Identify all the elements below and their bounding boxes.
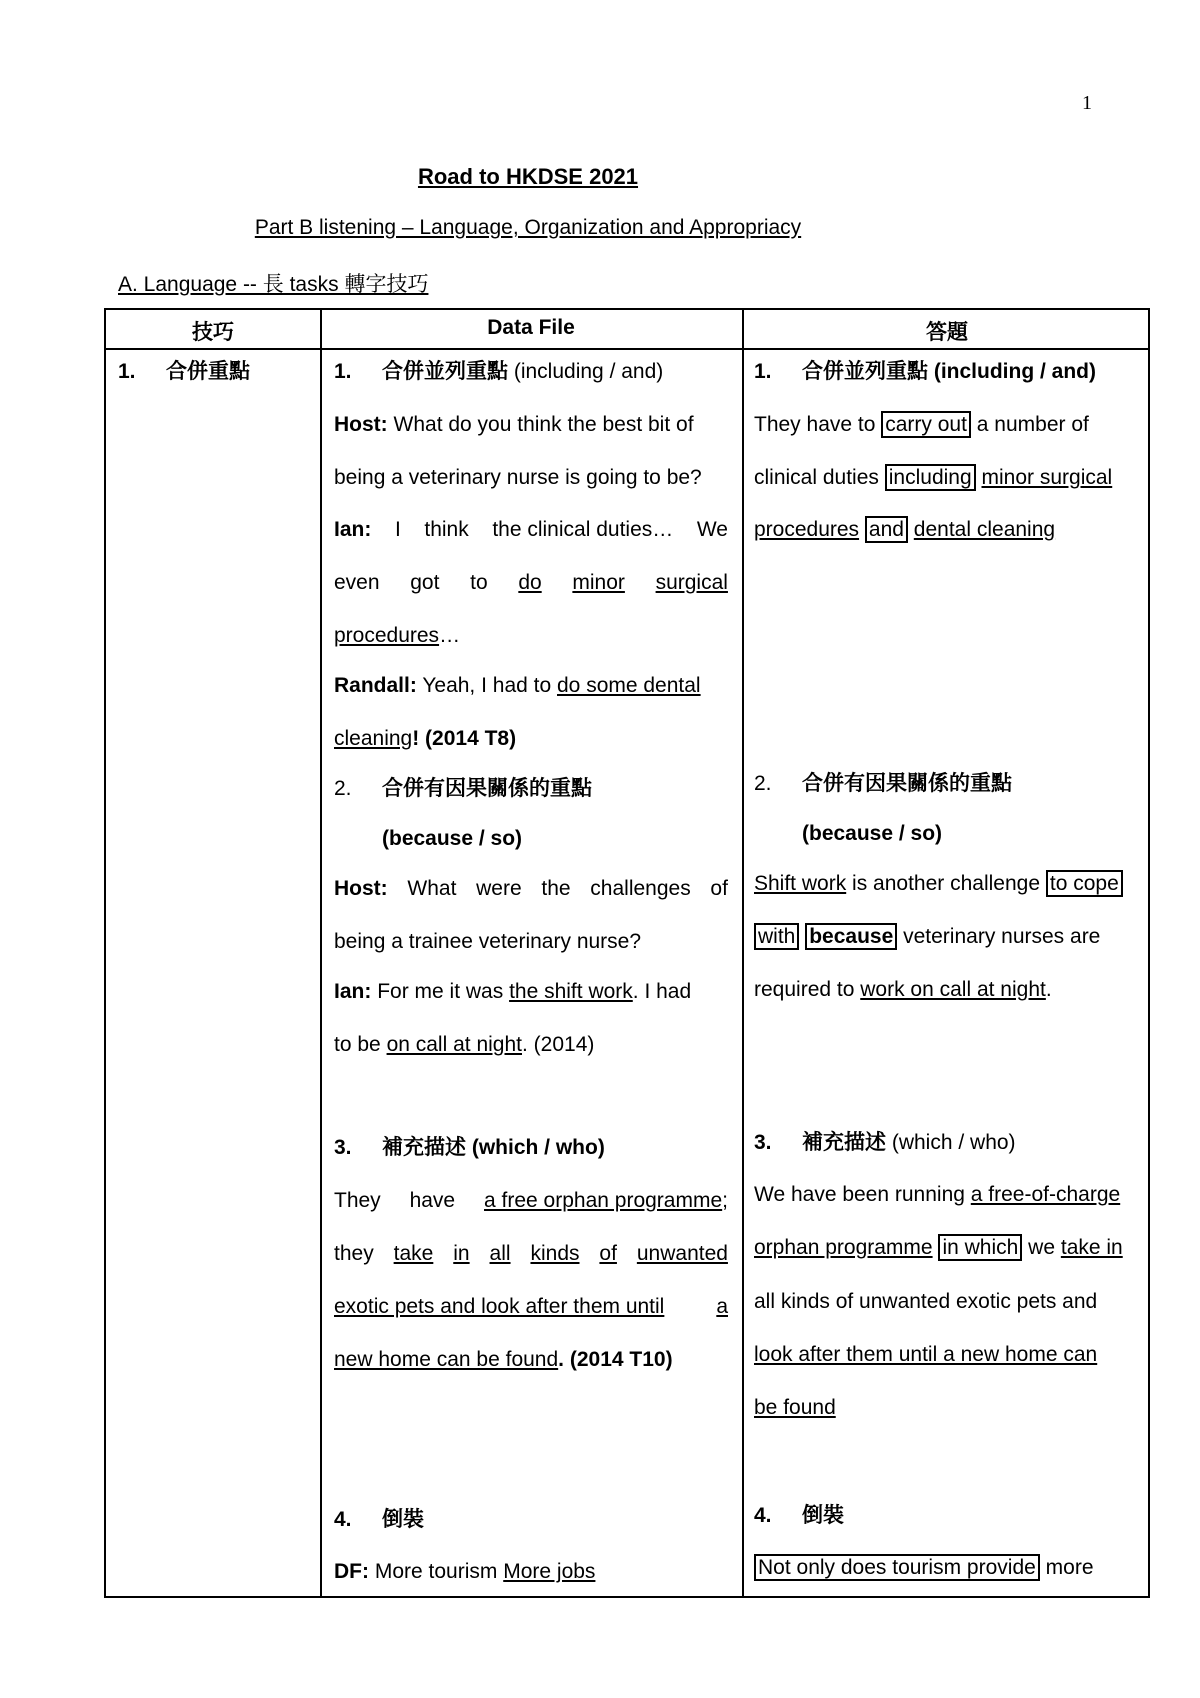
s1-title: 合併並列重點 xyxy=(382,360,508,383)
speaker-label: Ian: xyxy=(334,980,372,1003)
ans-s3-line2 xyxy=(754,1234,1123,1262)
underlined-phrase: exotic pets and look after them until xyxy=(334,1295,665,1318)
s3-tag: (which / who) xyxy=(891,1131,1016,1154)
header-answer: 答題 xyxy=(926,321,968,344)
s2-title: 合併有因果關係的重點 xyxy=(802,772,1012,795)
text: We have been running xyxy=(754,1183,965,1206)
s3-number: 3. xyxy=(334,1136,352,1159)
s1-tag: (including / and) xyxy=(513,360,664,383)
ans-s2-line3 xyxy=(754,976,1052,1004)
s2-tag: (because / so) xyxy=(802,822,943,845)
word: challenges xyxy=(590,877,691,900)
boxed-phrase: to cope xyxy=(1046,870,1123,897)
df-s1-even xyxy=(334,569,728,597)
s4-title: 倒裝 xyxy=(802,1504,844,1527)
boxed-phrase: because xyxy=(805,923,897,950)
dialogue-text: being a trainee veterinary nurse? xyxy=(334,930,642,953)
s4-number: 4. xyxy=(334,1508,352,1531)
underlined-word: kinds xyxy=(530,1242,580,1265)
underlined-phrase: take in xyxy=(1060,1236,1123,1259)
item-number: 1. xyxy=(118,360,136,383)
header-data-file: Data File xyxy=(487,316,575,339)
source-ref: ! (2014 T8) xyxy=(412,727,517,750)
dialogue-text: being a veterinary nurse is going to be? xyxy=(334,466,702,489)
s4-title: 倒裝 xyxy=(382,1508,424,1531)
df-s2-ian xyxy=(334,978,691,1006)
s4-number: 4. xyxy=(754,1504,772,1527)
df-s4-line xyxy=(334,1558,595,1586)
text: more xyxy=(1045,1556,1094,1579)
dialogue-text: For me it was xyxy=(377,980,504,1003)
column-divider xyxy=(742,310,744,1596)
underlined-phrase: cleaning xyxy=(334,727,413,750)
text: we xyxy=(1028,1236,1056,1259)
s2-title: 合併有因果關係的重點 xyxy=(382,777,592,800)
boxed-phrase: with xyxy=(754,923,799,950)
ans-s1-line1 xyxy=(754,411,1089,439)
word: of xyxy=(710,877,728,900)
df-s3-line1 xyxy=(334,1187,728,1215)
boxed-phrase: and xyxy=(865,516,908,543)
page-subtitle: Part B listening – Language, Organization and Appropriacy xyxy=(254,216,802,239)
underlined-phrase: on call at night xyxy=(386,1033,522,1056)
s1-tag: (including / and) xyxy=(933,360,1096,383)
word: I xyxy=(394,518,401,541)
word: We xyxy=(696,518,728,541)
speaker-label: Randall: xyxy=(334,674,417,697)
df-s2-oncall xyxy=(334,1031,594,1059)
text: a number of xyxy=(976,413,1089,436)
dialogue-text: What do you think the best bit of xyxy=(393,413,694,436)
underlined-phrase: dental cleaning xyxy=(913,518,1056,541)
underlined-word: unwanted xyxy=(636,1242,728,1265)
df-s1-heading xyxy=(334,358,663,386)
text: … xyxy=(439,624,461,647)
df-s1-procedures xyxy=(334,622,460,650)
ans-s1-heading xyxy=(754,358,1096,386)
underlined-phrase: procedures xyxy=(334,624,440,647)
underlined-phrase: do some dental xyxy=(557,674,701,697)
underlined-phrase: More jobs xyxy=(503,1560,596,1583)
header-technique: 技巧 xyxy=(192,321,234,344)
word: they xyxy=(334,1242,374,1265)
df-s2-host xyxy=(334,875,728,903)
speaker-label: Host: xyxy=(334,877,388,900)
page-title: Road to HKDSE 2021 xyxy=(417,164,639,189)
boxed-phrase: carry out xyxy=(881,411,971,438)
word: They xyxy=(334,1189,381,1212)
underlined-word: in xyxy=(453,1242,470,1265)
word: even xyxy=(334,571,380,594)
ans-s3-line1 xyxy=(754,1181,1120,1209)
text: They have to xyxy=(754,413,876,436)
word: the clinical duties… xyxy=(492,518,674,541)
s1-number: 1. xyxy=(334,360,352,383)
underlined-word: minor xyxy=(572,571,625,594)
word: to xyxy=(470,571,488,594)
dialogue-text: Yeah, I had to xyxy=(422,674,552,697)
ans-s2-heading xyxy=(754,770,1012,798)
ans-s2-line2 xyxy=(754,923,1100,951)
page-number: 1 xyxy=(1082,92,1092,114)
text: ; xyxy=(722,1189,728,1212)
boxed-phrase: in which xyxy=(938,1234,1022,1261)
s2-number: 2. xyxy=(754,772,772,795)
text: . xyxy=(1045,978,1052,1001)
df-label: DF: xyxy=(334,1560,369,1583)
section-heading: A. Language -- 長 tasks 轉字技巧 xyxy=(118,273,429,296)
underlined-word: a xyxy=(716,1295,728,1318)
underlined-phrase: minor surgical xyxy=(981,466,1113,489)
technique-item xyxy=(118,358,250,386)
underlined-word: surgical xyxy=(655,571,728,594)
word: What xyxy=(407,877,457,900)
speaker-label: Ian: xyxy=(334,518,372,541)
s1-title: 合併並列重點 xyxy=(802,360,928,383)
underlined-phrase: a free-of-charge xyxy=(970,1183,1121,1206)
boxed-phrase: Not only does tourism provide xyxy=(754,1554,1040,1581)
df-s4-heading xyxy=(334,1506,424,1534)
underlined-word: do xyxy=(518,571,542,594)
underlined-phrase: Shift work xyxy=(754,872,847,895)
df-s1-cleaning xyxy=(334,725,516,753)
text: More tourism xyxy=(374,1560,498,1583)
underlined-phrase: procedures xyxy=(754,518,860,541)
underlined-phrase: work on call at night xyxy=(860,978,1046,1001)
item-label: 合併重點 xyxy=(166,360,250,383)
text: veterinary nurses are xyxy=(903,925,1101,948)
underlined-word: of xyxy=(599,1242,617,1265)
df-s2-heading xyxy=(334,775,592,803)
underlined-phrase: all kinds of unwanted exotic pets and xyxy=(754,1290,1098,1313)
text: to be xyxy=(334,1033,381,1056)
underlined-word: take xyxy=(393,1242,434,1265)
word: got xyxy=(410,571,440,594)
df-s1-host xyxy=(334,411,694,439)
underlined-phrase: a free orphan programme xyxy=(484,1189,723,1212)
underlined-phrase: look after them until a new home can xyxy=(754,1343,1098,1366)
underlined-phrase: the shift work xyxy=(509,980,633,1003)
ans-s1-line3 xyxy=(754,516,1055,544)
text: clinical duties xyxy=(754,466,879,489)
df-s1-randall xyxy=(334,672,701,700)
underlined-phrase: new home can be found xyxy=(334,1348,559,1371)
underlined-phrase: orphan programme xyxy=(754,1236,933,1259)
word: the xyxy=(541,877,571,900)
underlined-phrase: be found xyxy=(754,1396,836,1419)
ans-s4-heading xyxy=(754,1502,844,1530)
ans-s2-line1 xyxy=(754,870,1123,898)
speaker-label: Host: xyxy=(334,413,388,436)
word: have xyxy=(409,1189,456,1212)
word: were xyxy=(476,877,522,900)
s3-title: 補充描述 xyxy=(382,1136,466,1159)
df-s3-line3 xyxy=(334,1293,728,1321)
df-s1-ian xyxy=(334,516,728,544)
ans-s1-line2 xyxy=(754,464,1112,492)
df-s3-line4 xyxy=(334,1346,673,1374)
ans-s3-heading xyxy=(754,1129,1016,1157)
column-divider xyxy=(320,310,322,1596)
source-ref: . (2014) xyxy=(522,1033,595,1056)
underlined-word: all xyxy=(489,1242,511,1265)
df-s3-heading xyxy=(334,1134,605,1162)
df-s3-line2 xyxy=(334,1240,728,1268)
text: is another challenge xyxy=(852,872,1041,895)
header-divider xyxy=(106,348,1148,350)
s1-number: 1. xyxy=(754,360,772,383)
s3-tag: (which / who) xyxy=(471,1136,605,1159)
boxed-phrase: including xyxy=(885,464,976,491)
word: think xyxy=(424,518,469,541)
text: . I had xyxy=(632,980,692,1003)
skills-table xyxy=(104,308,1150,1598)
s3-title: 補充描述 xyxy=(802,1131,886,1154)
s3-number: 3. xyxy=(754,1131,772,1154)
s2-number: 2. xyxy=(334,777,352,800)
source-ref: . (2014 T10) xyxy=(558,1348,673,1371)
ans-s4-line1 xyxy=(754,1554,1094,1582)
s2-tag: (because / so) xyxy=(382,827,523,850)
text: required to xyxy=(754,978,855,1001)
